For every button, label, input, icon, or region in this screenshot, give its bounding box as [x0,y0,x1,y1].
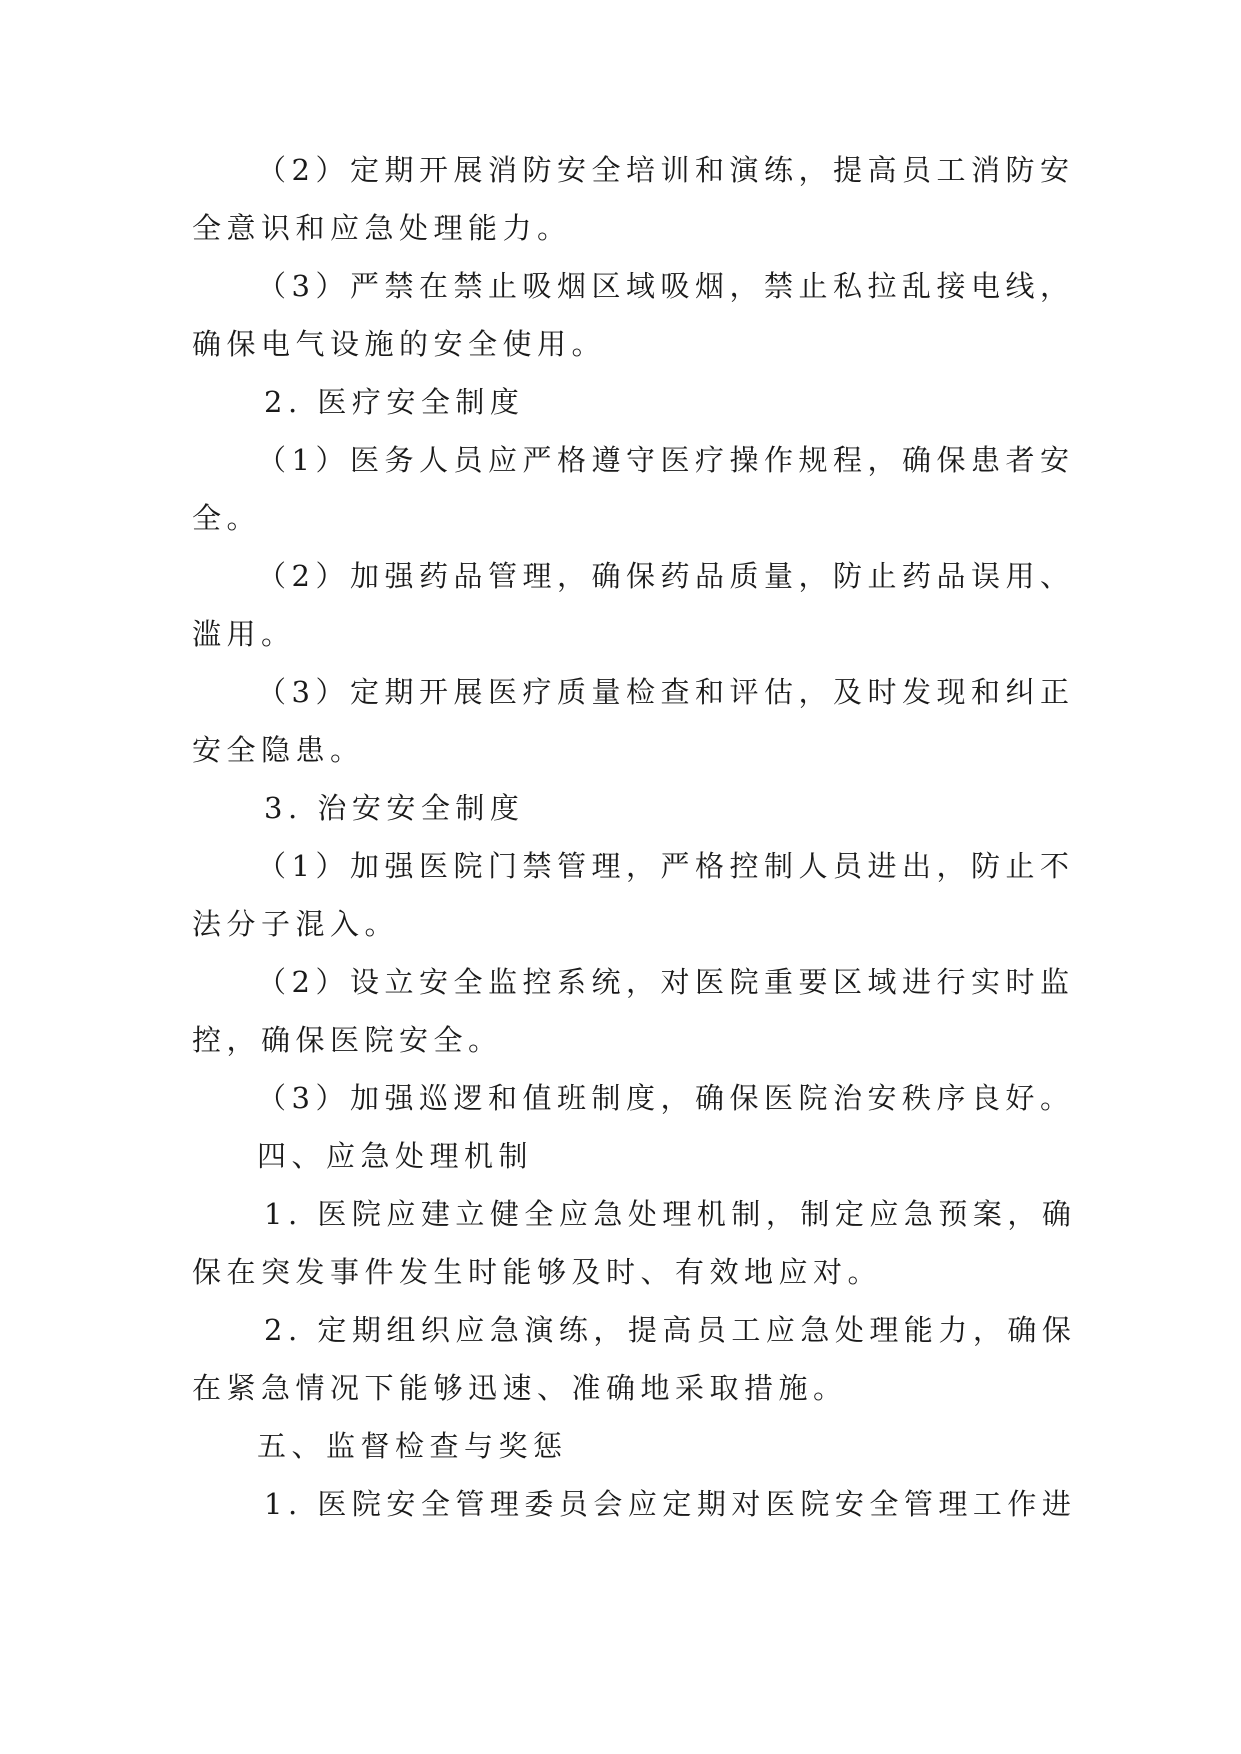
section-heading: 2. 医疗安全制度 [264,385,525,419]
paragraph-line: 安全隐患。 [192,733,365,767]
paragraph-line: （3）严禁在禁止吸烟区域吸烟，禁止私拉乱接电线， [257,269,1075,303]
paragraph-line: 2. 定期组织应急演练，提高员工应急处理能力，确保 [264,1313,1077,1347]
paragraph-line: （2）设立安全监控系统，对医院重要区域进行实时监 [257,965,1075,999]
paragraph-line: （2）加强药品管理，确保药品质量，防止药品误用、 [257,559,1075,593]
paragraph-line: （2）定期开展消防安全培训和演练，提高员工消防安 [257,153,1075,187]
paragraph-line: 在紧急情况下能够迅速、准确地采取措施。 [192,1371,848,1405]
paragraph-line: （3）定期开展医疗质量检查和评估，及时发现和纠正 [257,675,1075,709]
paragraph-line: 全意识和应急处理能力。 [192,211,572,245]
paragraph-line: （3）加强巡逻和值班制度，确保医院治安秩序良好。 [257,1081,1075,1115]
paragraph-line: 保在突发事件发生时能够及时、有效地应对。 [192,1255,883,1289]
section-heading: 四、应急处理机制 [257,1139,534,1173]
paragraph-line: 全。 [192,501,262,535]
section-heading: 五、监督检查与奖惩 [257,1429,568,1463]
paragraph-line: 滥用。 [192,617,296,651]
paragraph-line: 法分子混入。 [192,907,400,941]
paragraph-line: （1）加强医院门禁管理，严格控制人员进出，防止不 [257,849,1075,883]
paragraph-line: 控，确保医院安全。 [192,1023,503,1057]
paragraph-line: （1）医务人员应严格遵守医疗操作规程，确保患者安 [257,443,1075,477]
paragraph-line: 确保电气设施的安全使用。 [192,327,607,361]
paragraph-line: 1. 医院安全管理委员会应定期对医院安全管理工作进 [264,1487,1077,1521]
section-heading: 3. 治安安全制度 [264,791,525,825]
paragraph-line: 1. 医院应建立健全应急处理机制，制定应急预案，确 [264,1197,1077,1231]
